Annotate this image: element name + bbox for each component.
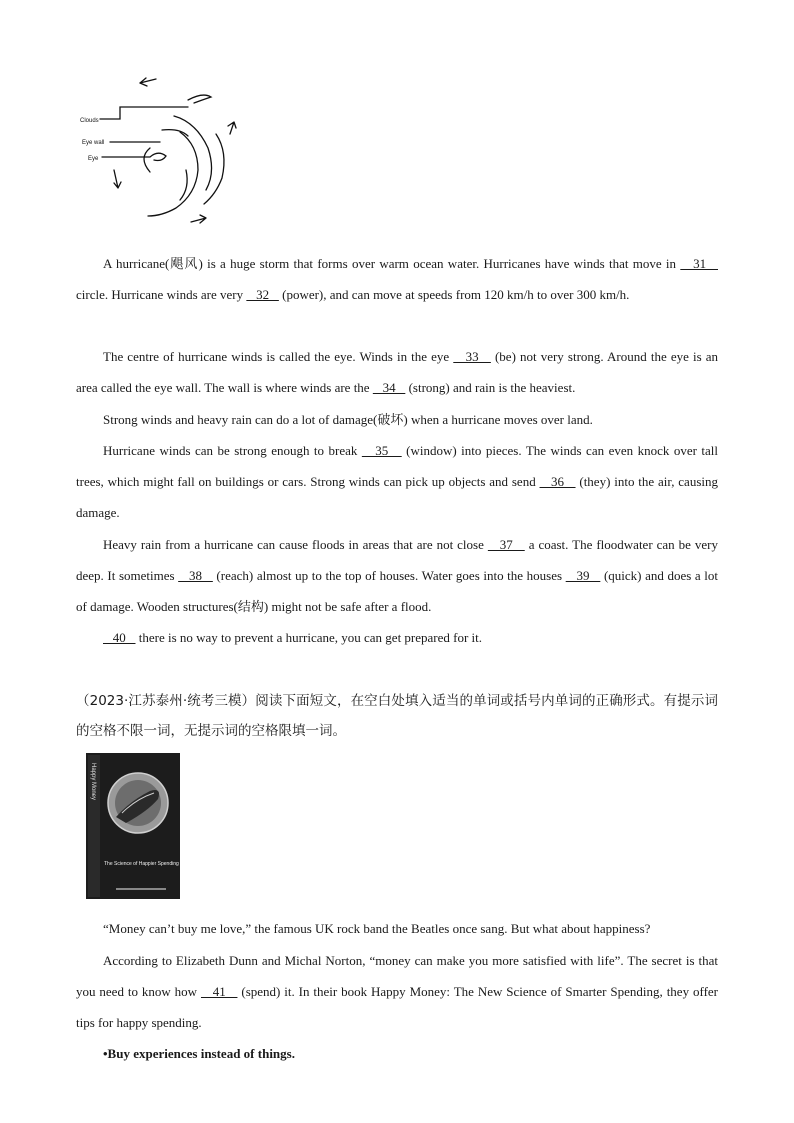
blank-33[interactable]: 33 <box>453 349 491 364</box>
blank-36[interactable]: 36 <box>539 474 576 489</box>
label-eye-wall: Eye wall <box>82 140 105 146</box>
blank-38[interactable]: 38 <box>178 568 213 583</box>
blank-35[interactable]: 35 <box>361 443 402 458</box>
spiral-arm-1 <box>174 116 212 190</box>
instruction-text: （2023·江苏泰州·统考三模）阅读下面短文，在空白处填入适当的单词或括号内单词的正确形式。有提示词的空格不限一词，无提示词的空格限填一词。 <box>76 693 718 739</box>
spiral-arm-3 <box>180 170 187 200</box>
blank-40[interactable]: 40 <box>103 630 136 645</box>
blank-31[interactable]: 31 <box>680 256 718 271</box>
paragraph-4: Hurricane winds can be strong enough to break 35 (window) into pieces. The winds can even knock over tall trees, which might fall on buildings or cars. Strong winds can pick up objects and send 36 (they) into the air, causing damage. <box>76 443 718 520</box>
paragraph-5: Heavy rain from a hurricane can cause floods in areas that are not close 37 a coast. The floodwater can be very deep. It sometimes 38 (reach) almost up to the top of houses. Water goes into the houses 39 (quick) and does a lot of damage. Wooden structures(结构) might not be safe after a flood. <box>76 537 719 614</box>
paragraph-2: The centre of hurricane winds is called the eye. Winds in the eye 33 (be) not very strong. Around the eye is an area called the eye wall. The wall is where winds are the 34 (strong) and rain is the heaviest. <box>76 349 718 395</box>
blank-34[interactable]: 34 <box>372 380 406 395</box>
blank-32[interactable]: 32 <box>246 287 279 302</box>
arrow-bottom <box>191 215 206 223</box>
paragraph-6: 40 there is no way to prevent a hurricane, you can get prepared for it. <box>103 630 483 645</box>
label-eye: Eye <box>88 156 99 162</box>
blank-39[interactable]: 39 <box>565 568 601 583</box>
spiral-arm-2 <box>148 132 198 216</box>
blank-41[interactable]: 41 <box>200 984 238 999</box>
clouds-pointer <box>100 107 188 119</box>
book-cover-image <box>86 753 180 899</box>
arrow-right <box>228 122 236 134</box>
eye-wall-curve <box>144 148 150 172</box>
blank-37[interactable]: 37 <box>487 537 525 552</box>
arrow-left <box>114 170 121 188</box>
book-subtitle: The Science of Happier Spending <box>104 861 179 867</box>
label-clouds: Clouds <box>80 118 99 124</box>
eye-pointer <box>102 153 166 160</box>
tip-buy-experiences: •Buy experiences instead of things. <box>103 1046 295 1061</box>
paragraph-8: According to Elizabeth Dunn and Michal Norton, “money can make you more satisfied with life”. The secret is that you need to know how 41 (spend) it. In their book Happy Money: The New Science of Smarter Spending, they offer tips for happy spending. <box>76 953 719 1030</box>
cloud-band <box>188 95 211 103</box>
book-spine-title: Happy Money <box>90 763 96 801</box>
paragraph-7: “Money can’t buy me love,” the famous UK rock band the Beatles once sang. But what about happiness? <box>103 921 651 936</box>
paragraph-3: Strong winds and heavy rain can do a lot of damage(破坏) when a hurricane moves over land. <box>103 412 593 427</box>
hurricane-diagram <box>78 70 248 235</box>
paragraph-1: A hurricane(飓风) is a huge storm that forms over warm ocean water. Hurricanes have winds that move in 31 circle. Hurricane winds are very 32 (power), and can move at speeds from 120 km/h to over 300 km/h. <box>76 256 718 302</box>
